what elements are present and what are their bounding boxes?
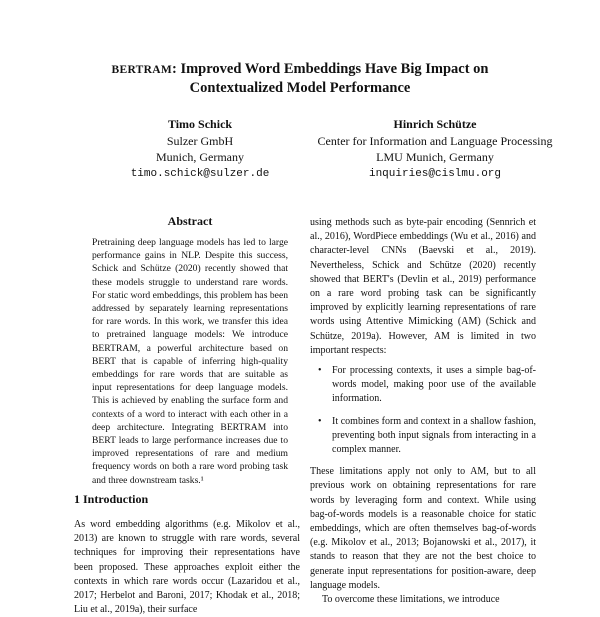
bullet-text: For processing contexts, it uses a simple bag-of-words model, making poor use of the available information. (332, 365, 536, 405)
right-column (310, 216, 536, 607)
bullet-item (310, 364, 536, 407)
author-affiliation: Center for Information and Language Processing (317, 133, 553, 148)
author-location: LMU Munich, Germany (376, 150, 494, 164)
author-location: Munich, Germany (156, 150, 244, 164)
title-line2: Contextualized Model Performance (189, 80, 411, 96)
bullet-text: It combines form and context in a shallow fashion, preventing both input signals from interacting in a complex manner. (332, 415, 536, 456)
author-block (270, 116, 600, 182)
intro-paragraph: As word embedding algorithms (e.g. Mikolov et al., 2013) are known to struggle with rare words, several techniques for improving their representations have been proposed. These approaches exploit either the contexts in which rare words occur (Lazaridou et al., 2017; Herbelot and Baroni, 2017; Khodak et al., 2018; Liu et al., 2019a), their surface (74, 519, 300, 616)
body-paragraph: To overcome these limitations, we introduce (322, 594, 500, 606)
bullet-list (310, 364, 536, 457)
abstract-text: Pretraining deep language models has led to large performance gains in NLP. Despite this success, Schick and Schütze (2020) recently showed that these models struggle to understand rare words. For static word embeddings, this problem has been addressed by separately learning representations for rare words. In this work, we transfer this idea to pretrained language models: We introduce BERTRAM, a powerful architecture based on BERT that is capable of inferring high-quality embeddings for rare words that are suitable as input representations for deep language models. This is achieved by enabling the surface form and contexts of a word to interact with each other in a deep architecture. Integrating BERTRAM into BERT leads to large performance increases due to improved representations of rare and medium frequency words on both a rare word probing task and three downstream tasks.¹ (92, 237, 288, 486)
paper-title (0, 60, 600, 97)
author-email[interactable]: inquiries@cislmu.org (368, 167, 502, 180)
author-email[interactable]: timo.schick@sulzer.de (130, 167, 270, 180)
bullet-icon: • (318, 365, 322, 377)
section-heading-introduction: 1 Introduction (74, 492, 149, 506)
title-line1: : Improved Word Embeddings Have Big Impact on (171, 61, 489, 77)
bullet-item (310, 415, 536, 458)
body-paragraph: using methods such as byte-pair encoding (Sennrich et al., 2016), WordPiece embeddings (Wu et al., 2016) and character-level CNNs (Baevski et al., 2019). Nevertheless, Schick and Schütze (2020) recently showed that BERT's (Devlin et al., 2019) performance on a rare word probing task can be significantly improved by explicitly learning representations of rare words using Attentive Mimicking (AM) (Schick and Schütze, 2019a). However, AM is limited in two important respects: (310, 217, 536, 356)
bullet-icon: • (318, 415, 322, 427)
author-affiliation: Sulzer GmbH (166, 133, 234, 148)
body-paragraph: These limitations apply not only to AM, but to all previous work on obtaining representations for rare words by leveraging form and context. While using bag-of-words models is a reasonable choice for static embeddings, which are often themselves bag-of-words (e.g. Mikolov et al., 2013; Bojanowski et al., 2017), it stands to reason that they are not the best choice to generate input representations for position-aware, deep language models. (310, 466, 536, 591)
author-name: Timo Schick (167, 117, 233, 131)
author-name: Hinrich Schütze (393, 117, 477, 131)
abstract-heading: Abstract (167, 214, 213, 228)
model-name: BERTRAM (111, 64, 172, 76)
